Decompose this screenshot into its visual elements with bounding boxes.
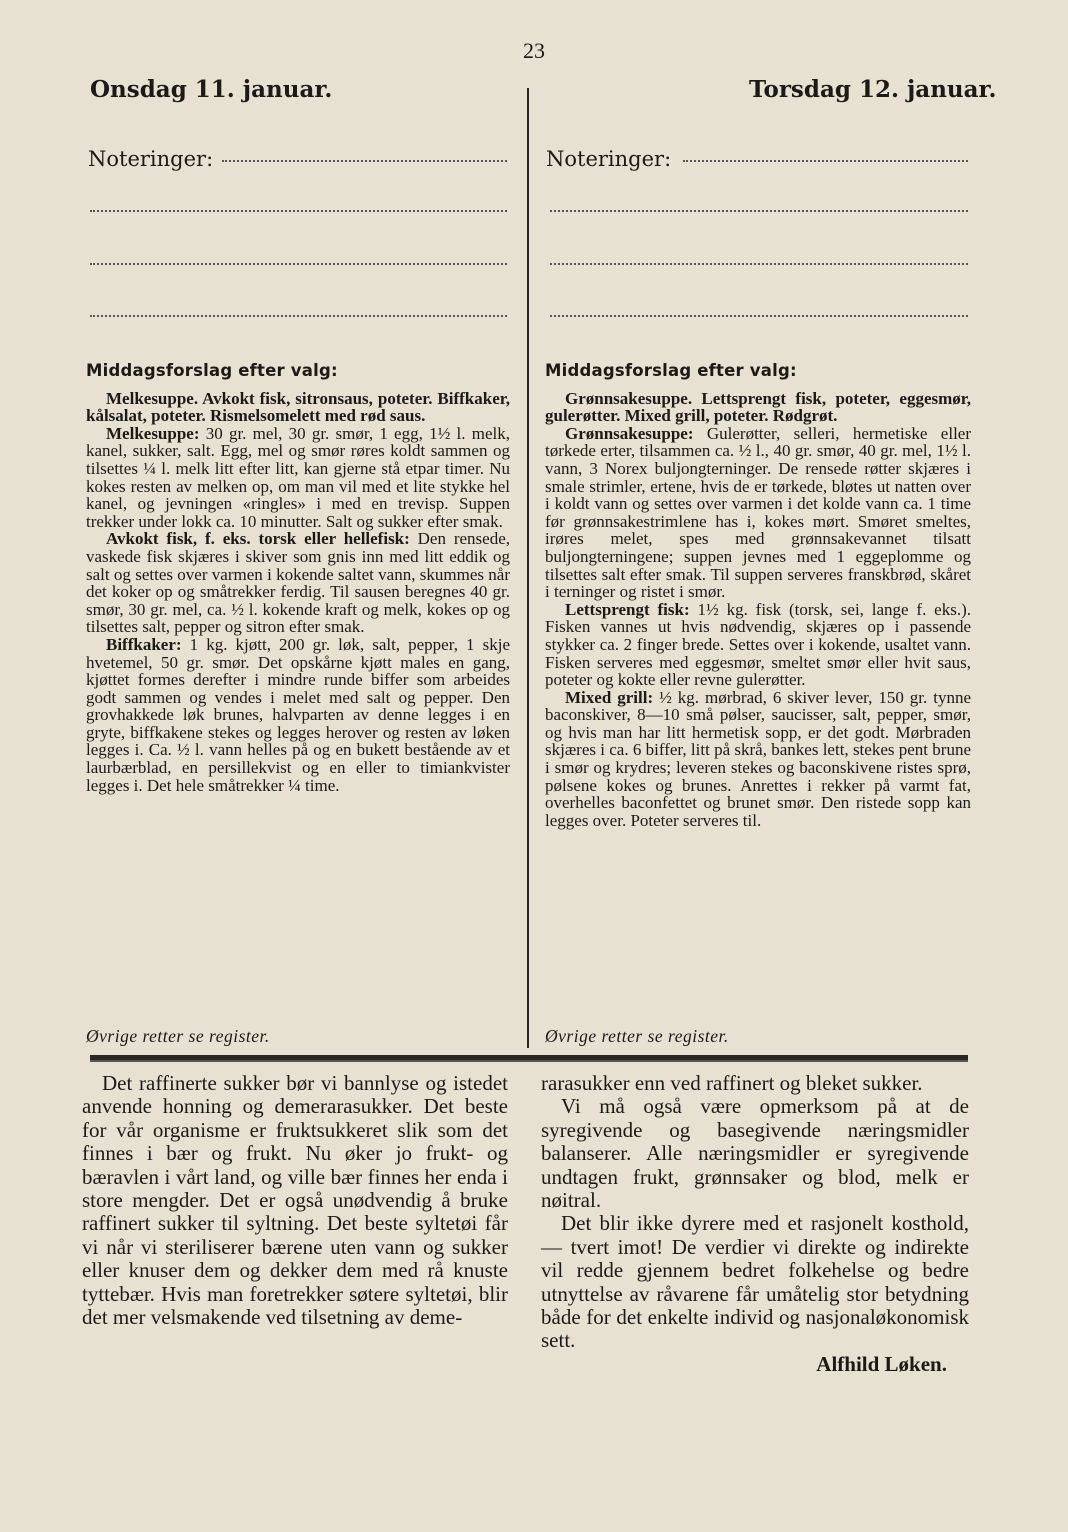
recipe-paragraph — [545, 601, 971, 689]
notes-label-right: Noteringer: — [546, 147, 672, 171]
notes-line[interactable] — [550, 263, 968, 265]
recipe-paragraph — [545, 689, 971, 830]
recipe-text: 1½ kg. fisk (torsk, sei, lange f. eks.). Fisken vannes ut hvis nødvendig, skjæres op i passende stykker ca. 2 finger brede. Settes over i kokende, usaltet vann. Fisken serveres med eggesmør, smeltet smør eller hvit saus, poteter og kokte eller revne gulerøtter. — [545, 599, 971, 690]
article-column-right — [541, 1072, 969, 1376]
recipe-text: Gulerøtter, selleri, hermetiske eller tørkede erter, tilsammen ca. ½ l., 40 gr. smør, 40 gr. mel, 1½ l. vann, 3 Norex buljongterninger. De rensede røtter skjæres i smale strimler, ertene, hvis de er tørkede, bløtes ut natten over i koldt vann og settes over varmen i det kolde vann ca. 1 time før grønnsakestrimlene has i, kokes mørt. Smøret smeltes, irøres melet, spes med grønnsakevannet tilsatt buljongterningene; suppen jevnes med 1 eggeplomme og tilsettes salt efter smak. Til suppen serveres franskbrød, skåret i terninger og ristet i smør. — [545, 423, 971, 602]
recipe-column-left — [86, 362, 510, 794]
page-number: 23 — [523, 38, 545, 63]
day-title-right: Torsdag 12. januar. — [749, 76, 997, 103]
author-signature: Alfhild Løken. — [816, 1351, 947, 1376]
dinner-suggestions-heading: Middagsforslag efter valg: — [86, 361, 338, 380]
article-paragraph: Det raffinerte sukker bør vi bannlyse og istedet anvende honning og demerarasukker. Det beste for vår organisme er fruktsukkeret slik som det finnes i bær og frukt. Nu øker jo frukt- og bæravlen i vårt land, og ville bær finnes her enda i store mengder. Det er også unødvendig å bruke raffinert sukker til syltning. Det beste syltetøi får vi når vi steriliserer bærene uten vann og sukker eller knuser dem og dekker dem med rå knuste tyttebær. Hvis man foretrekker søtere syltetøi, blir det mer velsmakende ved tilsetning av deme- — [82, 1071, 508, 1330]
recipe-paragraph — [545, 425, 971, 601]
recipe-title: Biffkaker: — [106, 634, 182, 654]
dinner-suggestions-heading: Middagsforslag efter valg: — [545, 361, 797, 380]
recipe-text: ½ kg. mørbrad, 6 skiver lever, 150 gr. tynne baconskiver, 8—10 små pølser, saucisser, salt, pepper, smør, og hvis man har litt hermetisk sopp, er det godt. Mørbraden skjæres i ca. 6 biffer, litt på skrå, bankes lett, stekes pent brune i smør og krydres; leveren stekes og baconskivene ristes sprø, pølsene kokes og brunes. Anrettes i rekker på varmt fat, overhelles baconfettet og brunet smør. Den ristede sopp kan legges over. Poteter serveres til. — [545, 687, 971, 830]
column-divider — [527, 88, 529, 1048]
recipe-paragraph — [86, 636, 510, 794]
day-title-left: Onsdag 11. januar. — [90, 76, 333, 103]
notes-line[interactable] — [550, 315, 968, 317]
section-divider — [90, 1055, 968, 1062]
recipe-column-right — [545, 362, 971, 829]
recipe-title: Grønnsakesuppe: — [565, 423, 694, 443]
menu-intro: Grønnsakesuppe. Lettsprengt fisk, poteter, eggesmør, gulerøtter. Mixed grill, poteter. Rødgrøt. — [545, 388, 971, 426]
article-paragraph: Det blir ikke dyrere med et rasjonelt kosthold, — tvert imot! De verdier vi direkte og indirekte vil redde gjennem bedret folkehelse og bedre utnyttelse av råvarene får umåtelig stor betydning både for det enkelte individ og nasjonaløkonomisk sett. — [541, 1211, 969, 1353]
article-paragraph: Vi må også være opmerksom på at de syregivende og basegivende næringsmidler balanserer. Alle næringsmidler er syregivende undtagen frukt, grønnsaker og blod, melk er nøitral. — [541, 1094, 969, 1213]
recipe-title: Lettsprengt fisk: — [565, 599, 690, 619]
recipe-title: Avkokt fisk, f. eks. torsk eller hellefisk: — [106, 529, 410, 549]
recipe-paragraph — [86, 530, 510, 636]
register-note-left: Øvrige retter se register. — [86, 1026, 270, 1046]
recipe-title: Mixed grill: — [565, 687, 654, 707]
notes-line[interactable] — [683, 160, 968, 162]
recipe-title: Melkesuppe: — [106, 423, 200, 443]
menu-intro: Melkesuppe. Avkokt fisk, sitronsaus, poteter. Biffkaker, kålsalat, poteter. Rismelsomelett med rød saus. — [86, 388, 510, 426]
notes-line[interactable] — [222, 160, 507, 162]
recipe-paragraph — [86, 425, 510, 531]
notes-label-left: Noteringer: — [88, 147, 214, 171]
notes-line[interactable] — [90, 263, 507, 265]
notes-line[interactable] — [90, 315, 507, 317]
recipe-text: 1 kg. kjøtt, 200 gr. løk, salt, pepper, 1 skje hvetemel, 50 gr. smør. Det opskårne kjøtt males en gang, kjøttet formes derefter i mindre runde biffer som arbeides godt sammen og vendes i melet med salt og pepper. Den grovhakkede løk brunes, halvparten av denne legges i en gryte, biffkakene stekes og legges herover og resten av løken legges i. Ca. ½ l. vann helles på og en bukett bestående av et laurbærblad, en persillekvist og en eller to timiankvister legges i. Det hele småtrekker ¼ time. — [86, 634, 510, 795]
register-note-right: Øvrige retter se register. — [545, 1026, 729, 1046]
notes-line[interactable] — [550, 210, 968, 212]
recipe-text: 30 gr. mel, 30 gr. smør, 1 egg, 1½ l. melk, kanel, sukker, salt. Egg, mel og smør røres koldt sammen og tilsettes ¼ l. melk litt efter litt, kan gjerne stå etpar timer. Nu kokes resten av melken op, om man vil med et lite stykke hel kanel, og jevningen «ringles» i med en trevisp. Suppen trekker under lokk ca. 10 minutter. Salt og sukker efter smak. — [86, 423, 510, 531]
article-paragraph: rarasukker enn ved raffinert og bleket sukker. — [541, 1071, 923, 1095]
article-column-left — [82, 1072, 508, 1329]
recipe-text: Den rensede, vaskede fisk skjæres i skiver som gnis inn med litt eddik og salt og settes over varmen i kokende saltet vann, skummes når det koker op og småtrekker ferdig. Til sausen beregnes 40 gr. smør, 30 gr. mel, ca. ½ l. kokende kraft og melk, kokes op og tilsettes salt, pepper og sitron efter smak. — [86, 529, 510, 637]
notes-line[interactable] — [90, 210, 507, 212]
